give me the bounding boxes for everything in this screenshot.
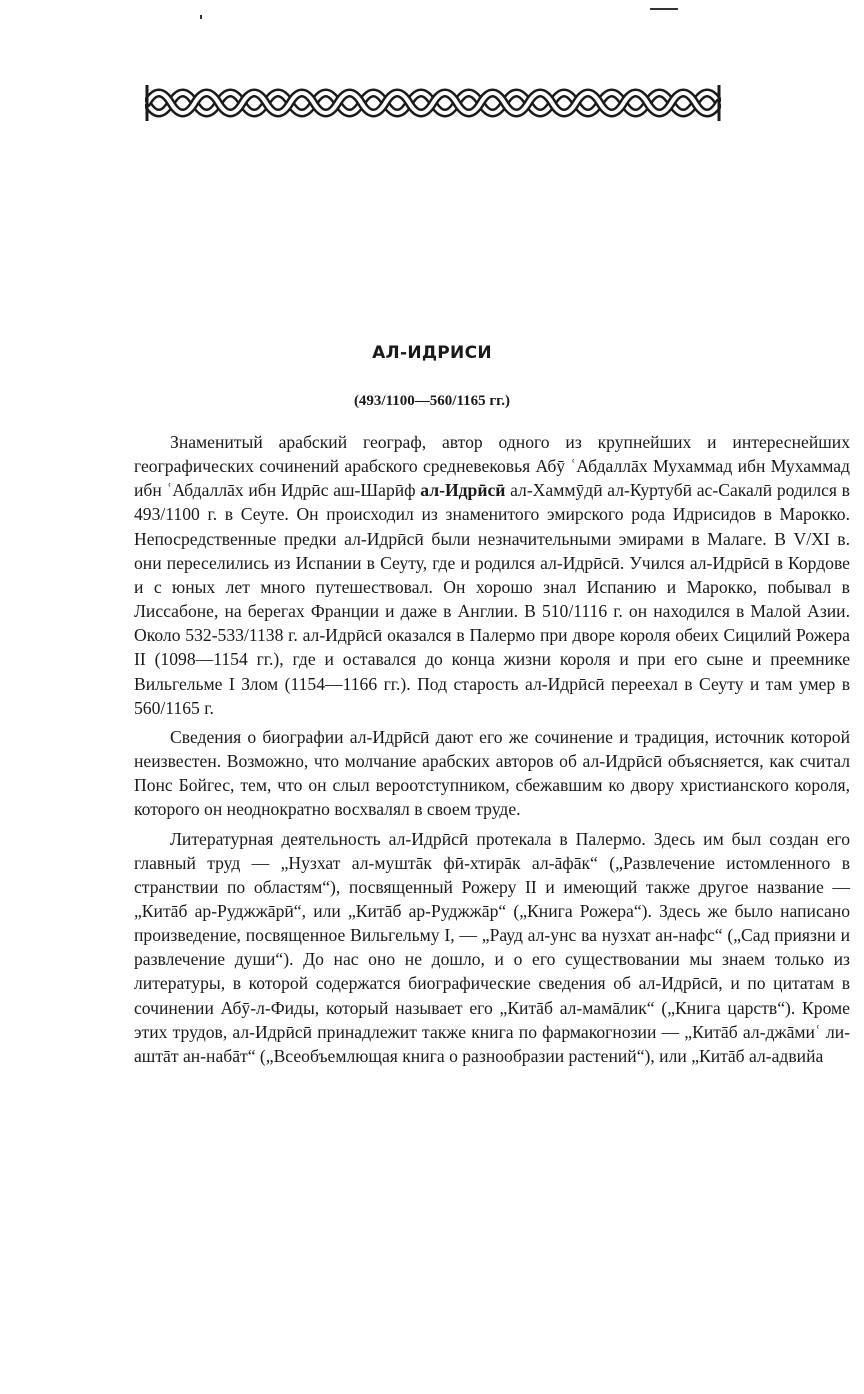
article-title: АЛ-ИДРИСИ: [372, 343, 492, 363]
paragraph-1-rest: ал-Хаммӯдӣ ал-Куртубӣ ас-Сакалӣ родился в 493/1100 г. в Сеуте. Он происходил из знаменитого эмирского рода Идрисидов в Марокко. Непосредственные предки ал-Идрӣсӣ были незначительными эмирами в Малаге. В V/XI в. они переселились из Испании в Сеуту, где и родился ал-Идрӣсӣ. Учился ал-Идрӣсӣ в Кордове и с юных лет много путешествовал. Он хорошо знал Испанию и Марокко, побывал в Лиссабоне, на берегах Франции и даже в Англии. В 510/1116 г. он находился в Малой Азии. Около 532-533/1138 г. ал-Идрӣсӣ оказался в Палермо при дворе короля обеих Сицилий Рожера II (1098—1154 гг.), где и оставался до конца жизни короля и при его сыне и преемнике Вильгельме I Злом (1154—1166 гг.). Под старость ал-Идрӣсӣ переехал в Сеуту и там умер в 560/1165 г.: [134, 480, 850, 718]
braided-ornament-band: [145, 78, 721, 128]
page-speck: [200, 15, 202, 19]
paragraph-2: Сведения о биографии ал-Идрӣсӣ дают его же сочинение и традиция, источник которой неизвестен. Возможно, что молчание арабских авторов об ал-Идрӣсӣ объясняется, как считал Понс Бойгес, тем, что он слыл вероотступником, сбежавшим ко двору христианского короля, которого он неоднократно восхвалял в своем труде.: [134, 726, 850, 820]
paragraph-1-lead: Знаменитый арабский географ, автор одного из крупнейших и интереснейших географических сочинений арабского средневековья Абӯ ʿАбдаллāх Мухаммад ибн Мухаммад ибн ʿАбдаллāх ибн Идрӣс аш-Шарӣф: [134, 432, 850, 501]
article-body: [134, 430, 850, 1068]
paragraph-3: Литературная деятельность ал-Идрӣсӣ протекала в Палермо. Здесь им был создан его главный труд — „Нузхат ал-муштāк фӣ-хтирāк ал-āфāк“ („Развлечение истомленного в странствии по областям“), посвященный Рожеру II и имеющий также другое название — „Китāб ар-Руджжāрӣ“, или „Китāб ар-Руджжāр“ („Книга Рожера“). Здесь же было написано произведение, посвященное Вильгельму I, — „Рауд ал-унс ва нузхат ан-нафс“ („Сад приязни и развлечение души“). До нас оно не дошло, и о его существовании мы знаем только из литературы, в которой содержатся биографические сведения об ал-Идрӣсӣ, и по цитатам в сочинении Абӯ-л-Фиды, который называет его „Китāб ал-мамāлик“ („Книга царств“). Кроме этих трудов, ал-Идрӣсӣ принадлежит также книга по фармакогнозии — „Китāб ал-джāмиʿ ли-аштāт ан-набāт“ („Всеобъемлющая книга о разнообразии растений“), или „Китāб ал-адвийа: [134, 828, 850, 1066]
article-dates: (493/1100—560/1165 гг.): [353, 393, 511, 409]
paragraph-1: [134, 430, 850, 720]
page-speck: [650, 8, 678, 10]
author-name-bold: ал-Идрӣсӣ: [420, 480, 506, 501]
